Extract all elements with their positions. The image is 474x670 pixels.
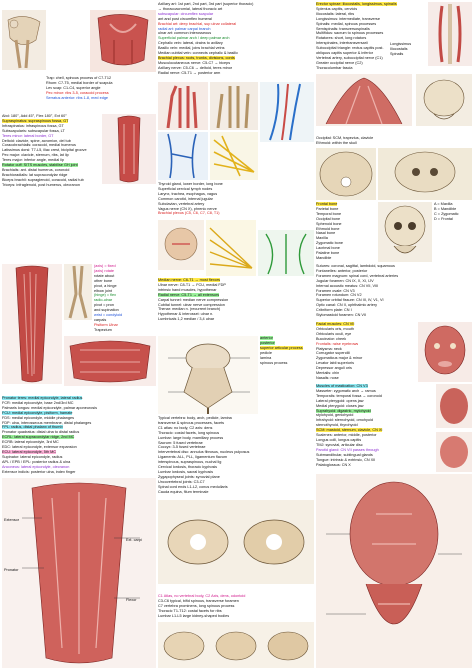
note-line: pivot = pron: [94, 303, 114, 308]
note-line: Nasalis: nose: [316, 375, 339, 380]
note-line: Longissimus: intermediate, transverse: [316, 16, 380, 21]
shoulder-bones-image: [2, 10, 46, 70]
skull-bone: Lacrimal bone: [316, 246, 340, 251]
note-line: Optic canal: CN II, ophthalmic artery: [316, 303, 377, 308]
note-line: Longus colli, longus capitis: [316, 437, 362, 442]
note-line: Hypothenar & interossei: ulnar n.: [158, 312, 214, 317]
note-line: Thyroid gland, lower border, long bone: [158, 182, 223, 186]
note-line: Median cubital vein: connects cephalic & basilic: [158, 51, 238, 56]
note-line: Pronator quadratus: distal ulna to distal radius: [2, 430, 80, 435]
back-label: Spinalis: [390, 51, 404, 56]
note-line: TMJ: synovial, articular disc: [316, 442, 363, 447]
spine-label: superior articular process: [260, 345, 303, 350]
spine-label: posterior: [260, 340, 275, 345]
note-line: Sacrum: 5 fused vertebrae: [158, 440, 203, 445]
skull-bone: Temporal bone: [316, 211, 342, 216]
note-line: Rhom: C7-T5, medial border of scapula: [46, 80, 113, 85]
note-line: Iliocostalis: lateral, ribs: [316, 11, 355, 16]
section-a-lines: [316, 2, 426, 72]
elbow-joint-image: [64, 264, 92, 320]
spine-label: anterior: [260, 336, 273, 340]
arm-label: Extensor: [4, 518, 19, 522]
note-line: Brachioradialis: lat supracondylar ridge: [2, 172, 68, 177]
note-line: radial art: palmar carpal branch: [158, 26, 211, 31]
spine-label: pedicle: [260, 350, 273, 355]
note-line: Levator labii superioris: [316, 361, 354, 366]
face-muscles-image: [418, 322, 472, 382]
note-line: rotate about: [94, 273, 115, 278]
note-line: Orbicularis oculi, eye: [316, 331, 352, 336]
note-line: ECU: lateral epicondyle, 5th MC: [2, 449, 57, 454]
skull-bone: Occipital bone: [316, 216, 341, 221]
skull-image-2: [378, 148, 472, 200]
note-line: Zygapophyseal joints: synovial plane: [158, 474, 220, 479]
note-line: Superior orbital fissure: CN III, IV, V1, VI: [316, 298, 384, 303]
note-line: Coccyx: 3-5 fused vertebrae: [158, 445, 206, 450]
note-line: Serratus anterior: ribs 1-8, med edge: [46, 95, 109, 100]
note-line: Corrugator supercilii: [316, 351, 350, 356]
note-line: Supinator: lateral epicondyle, radius: [2, 454, 63, 459]
note-line: FCR: medial epicondyle, base 2nd/3rd MC: [2, 400, 74, 405]
vertebra-column-image: [158, 500, 314, 584]
skull-image-3: [378, 202, 432, 262]
note-line: Rotatores: short, long rotators: [316, 36, 367, 41]
note-line: Latissimus dorsi: T7-L5, iliac crest, bicipital groove: [2, 148, 87, 153]
note-line: Thoracic T1-T12: costal facets for ribs: [158, 608, 222, 613]
note-line: Lateral pterygoid: opens jaw: [316, 398, 364, 403]
note-line: Suprahyoid: digastric, mylohyoid: [316, 408, 371, 413]
spine-label: spinous process: [260, 360, 288, 365]
note-line: stylohyoid, geniohyoid: [316, 413, 354, 418]
skull-bone: Ethmoid bone: [316, 226, 340, 231]
arm-label: Flexor: [126, 598, 137, 602]
skull-base-image: [316, 148, 376, 200]
skull-bone: Frontal bone: [316, 202, 338, 206]
note-line: Basilic vein: medial, joins brachial veins: [158, 46, 225, 51]
note-line: ECRL: lateral supracondylar ridge, 2nd MC: [2, 435, 75, 440]
note-line: wrist = condyloid: [94, 313, 123, 318]
skull-image-1: [416, 74, 472, 126]
note-line: Cribriform plate: CN I: [316, 308, 352, 313]
note-line: Pronator teres: medial epicondyle, lateral radius: [2, 396, 83, 400]
section-b-lines: [2, 114, 102, 264]
arm-veins-image: [158, 132, 208, 180]
section-f-lines: [316, 384, 434, 472]
note-line: Lumbar: large body, mamillary process: [158, 435, 224, 440]
note-line: Ligaments: ALL, PLL, ligamentum flavum: [158, 455, 228, 460]
note-line: Internal acoustic meatus: CN VII, VIII: [316, 283, 379, 288]
note-line: transverse & spinous processes, facets: [158, 420, 225, 425]
note-line: Supraspinatus: supraspinous fossa, GT: [2, 118, 69, 123]
arm-muscles-image: [102, 114, 156, 184]
note-line: FDP: ulna, interosseous membrane, distal phalanges: [2, 420, 92, 425]
hand-vessels-image-2: [210, 82, 258, 130]
note-line: Fontanelles: anterior, posterior: [316, 268, 368, 273]
section-a-lines: [158, 2, 314, 80]
note-line: Superficial cervical lymph nodes: [158, 186, 213, 191]
note-line: obliquus capitis superior & inferior: [316, 51, 373, 56]
section-c-lines: [316, 202, 376, 262]
note-line: Medial pterygoid: closes jaw: [316, 403, 364, 408]
note-line: Erector spinae: iliocostalis, longissimus, spinalis: [316, 2, 397, 6]
note-line: Zygomaticus major & minor: [316, 356, 363, 361]
skull-bone: Maxilla: [316, 236, 328, 241]
section-a-lines: [46, 76, 156, 104]
note-line: (axis) = fixed: [94, 264, 116, 268]
skull-bone: Nasal bone: [316, 231, 336, 236]
note-line: Triceps: infraglenoid, post humerus, olecranon: [2, 182, 80, 187]
neck-muscles-image: [316, 74, 412, 126]
section-e-lines: [316, 322, 416, 382]
face-image-2: [436, 384, 472, 428]
section-b-lines: [316, 136, 472, 146]
note-line: Frontalis: raise eyebrows: [316, 341, 359, 346]
note-line: elbow joint: [94, 288, 112, 293]
skull-bone: Sphenoid bone: [316, 221, 342, 226]
forearm-muscles-image: [2, 264, 62, 384]
note-line: Pisiform Ulnar: [94, 322, 118, 327]
note-line: Lumbar lordosis, sacral kyphosis: [158, 469, 214, 474]
note-line: Platysma: neck: [316, 346, 342, 351]
note-line: Masseter: zygomatic arch → ramus: [316, 388, 376, 393]
skull-bone: Mandible: [316, 255, 332, 260]
nerve-map-image: [258, 230, 314, 276]
arm-label: Ext. carpi: [126, 538, 142, 542]
note-line: Common carotid, internal jugular: [158, 196, 213, 201]
note-line: Parotid gland: CN VII passes through: [316, 447, 379, 452]
note-line: Thoracic: costal facets, long spinous: [158, 430, 220, 435]
note-line: Foramen magnum: spinal cord, vertebral arteries: [316, 273, 399, 278]
note-line: Superficial palmar arch / deep palmar arch: [158, 36, 230, 41]
note-line: Suboccipital triangle: rectus capitis post.: [316, 46, 384, 51]
note-line: → thoracoacromial, lateral thoracic art: [158, 6, 223, 11]
face-image-3: [436, 432, 472, 472]
spine-labels: [260, 336, 314, 372]
skull-bone: Palatine bone: [316, 251, 340, 256]
skull-label: D = Frontal: [434, 216, 453, 221]
note-line: Brachialis: ant. distal humerus, coronoid: [2, 167, 70, 172]
note-line: C1 atlas: no body, C2 axis: dens: [158, 425, 213, 430]
note-line: Anconeus: lateral epicondyle, olecranon: [2, 464, 70, 469]
back-label: Iliocostalis: [390, 46, 408, 51]
note-line: Thenar: median n. (recurrent branch): [158, 307, 221, 312]
note-line: (axis) rotate: [94, 268, 115, 273]
note-line: Trap: chell, spinous process of C7-T12: [46, 76, 112, 80]
note-line: Ethmoid: within the skull: [316, 140, 357, 145]
note-line: Median nerve: C6-T1 → most flexors: [158, 278, 221, 282]
arm-label: Pronator: [4, 568, 19, 572]
note-line: pivot, a hinge: [94, 283, 117, 288]
note-line: SCM: mastoid, sternum, clavicle, CN XI: [316, 428, 383, 433]
note-line: ulnar art: common interosseous: [158, 31, 212, 36]
skull-label: A = Maxilla: [434, 202, 453, 206]
section-d-lines: [316, 264, 472, 320]
section-e-lines: [158, 594, 314, 620]
note-line: Buccinator: cheek: [316, 336, 347, 341]
spine-label: lamina: [260, 355, 272, 360]
note-line: C7 vertebra prominens, long spinous process: [158, 603, 235, 608]
note-line: EDC: lateral epicondyle, extensor expansion: [2, 445, 77, 450]
note-line: Typical vertebra: body, arch, pedicle, lamina: [158, 416, 232, 420]
note-line: Orbicularis oris, mouth: [316, 326, 354, 331]
note-line: Deltoid: clavicle, spine, acromion, del tub: [2, 138, 71, 143]
note-line: Uncovertebral joints: C3-C7: [158, 479, 205, 484]
note-line: Palatoglossus: CN X: [316, 462, 351, 467]
note-line: Subclavian, vertebral artery: [158, 201, 205, 206]
note-line: carpals: [94, 317, 107, 322]
note-line: FCU: medial epicondyle, pisiform, hamate: [2, 410, 73, 415]
note-line: Axillary nerve: C5-C6 → deltoid, teres minor: [158, 65, 233, 70]
note-line: Splenius capitis, cervicis: [316, 6, 358, 11]
note-line: Carpal tunnel: median nerve compression: [158, 297, 229, 302]
note-line: FDS: medial epicondyle, middle phalanges: [2, 415, 74, 420]
note-line: Facial muscles: CN VII: [316, 322, 355, 326]
vertebrae-row-image: [158, 622, 314, 668]
note-line: ECRB: lateral epicondyle, 3rd MC: [2, 440, 59, 445]
shoulder-muscles-image: [90, 10, 156, 72]
neck-vessels-image: [260, 82, 314, 142]
forearm-flexors-image: [64, 336, 156, 386]
note-line: Cephalic vein: lateral, drains to axillary: [158, 41, 223, 46]
note-line: and supination: [94, 308, 119, 313]
week-1-header: [2, 2, 156, 10]
section-c-lines: [94, 264, 156, 336]
note-line: Abd: 180°, Add 45°, Flex 180°, Ext 60°: [2, 114, 67, 118]
note-line: Lev scap: C1-C4, superior angle: [46, 85, 101, 90]
note-line: Radial nerve: C5-T1 → posterior arm: [158, 70, 221, 75]
column-3: [316, 2, 472, 668]
note-line: sternothyroid, thyrohyoid: [316, 423, 358, 428]
note-line: Lumbricals 1,2 median / 3,4 ulnar: [158, 317, 215, 322]
back-label: Longissimus: [390, 42, 412, 46]
note-line: other bone: [94, 278, 113, 283]
skull-label: C = Zygomatic: [434, 211, 459, 216]
note-line: Radial nerve: C5-T1 → all extensors: [158, 292, 220, 297]
note-line: interspinous, supraspinous, nuchal lig: [158, 460, 222, 465]
note-line: Larynx, trachea, esophagus, vagus: [158, 191, 218, 196]
note-line: Trapezium: [94, 327, 112, 332]
note-line: ant and post circumflex humeral: [158, 16, 212, 21]
note-line: Greater occipital nerve (C2): [316, 60, 363, 65]
note-line: Intervertebral disc: annulus fibrosus, nucleus pulposus: [158, 450, 250, 455]
note-line: Occipital: SCM, trapezius, clavicle: [316, 136, 374, 140]
note-line: Vertebral artery, suboccipital nerve (C1): [316, 55, 383, 60]
note-line: Cervical lordosis, thoracic kyphosis: [158, 465, 218, 470]
neck-structures-image: [158, 220, 204, 270]
note-line: FPL: radius, distal phalanx of thumb: [2, 425, 63, 430]
note-line: Pec minor: ribs 3-5, coracoid process: [46, 90, 109, 95]
note-line: Axillary art: 1st part, 2nd part, 3rd part (superior thoracic): [158, 2, 254, 6]
note-line: Muscles of mastication: CN V3: [316, 384, 368, 388]
note-line: Teres minor: lateral border, GT: [2, 133, 54, 138]
note-line: Mentalis: chin: [316, 371, 340, 376]
back-labels: [390, 42, 426, 60]
note-line: Jugular foramen: CN IX, X, XI, IJV: [316, 278, 374, 283]
note-line: Foramen ovale: CN V3: [316, 288, 355, 293]
note-line: Sutures: coronal, sagittal, lambdoid, squamous: [316, 264, 395, 268]
note-line: Extensor indicis: posterior ulna, index finger: [2, 469, 76, 474]
hand-vessels-image-1: [158, 82, 208, 130]
note-line: subscapular: circumflex scapular: [158, 11, 214, 16]
note-line: Musculocutaneous nerve: C5-C7 → biceps: [158, 60, 231, 65]
column-1: [2, 2, 156, 668]
note-line: Pec major: clavicle, sternum, ribs, lat lip: [2, 153, 69, 158]
note-line: Cubital tunnel: ulnar nerve compression: [158, 302, 225, 307]
note-line: Stylomastoid foramen: CN VII: [316, 313, 367, 318]
note-line: Biceps brachii: supraglenoid, coracoid, radial tub: [2, 177, 84, 182]
skull-bone: Zygomatic bone: [316, 241, 344, 246]
note-line: Submandibular, sublingual glands: [316, 452, 373, 457]
back-muscles-image: [428, 2, 472, 66]
plexus-image: [210, 132, 258, 180]
skull-label: B = Mandible: [434, 206, 457, 211]
note-line: Thoracolumbar fascia: [316, 65, 353, 70]
note-line: Semispinalis: transversospinalis: [316, 26, 370, 31]
note-line: Temporalis: temporal fossa → coronoid: [316, 393, 382, 398]
note-line: Cauda equina, filum terminale: [158, 489, 209, 494]
note-line: Brachial plexus (C5, C6, C7, C8, T1): [158, 211, 220, 216]
column-2: [158, 2, 314, 668]
note-line: intrinsic hand muscles, hypothenar: [158, 287, 217, 292]
note-line: Foramen rotundum: CN V2: [316, 293, 362, 298]
head-neck-diagram-image: [316, 474, 472, 668]
vertebra-diagram-image: [158, 336, 258, 414]
note-line: Rotator cuff: SITS muscles, stabilise GH joint: [2, 163, 78, 168]
note-line: Palmaris longus: medial epicondyle, palmar aponeurosis: [2, 405, 97, 410]
note-line: Brachial art: deep brachial, sup ulnar collateral: [158, 21, 237, 26]
note-line: Coracobrachialis: coracoid, medial humerus: [2, 143, 76, 148]
note-line: (hinge) = flex: [94, 293, 117, 298]
note-line: Scalenes: anterior, middle, posterior: [316, 433, 377, 438]
note-line: Infraspinatus: infraspinous fossa, GT: [2, 123, 64, 128]
note-line: Vagus nerve (CN X), phrenic nerve: [158, 206, 217, 211]
note-line: C3-C6 typical, bifid spinous, transverse foramen: [158, 598, 239, 603]
note-line: Spinal cord ends L1-L2, conus medullaris: [158, 484, 228, 489]
note-line: Teres major: inferior angle, medial lip: [2, 158, 65, 163]
note-line: Ulnar nerve: C8-T1 → FCU, medial FDP: [158, 282, 226, 287]
note-line: Lumbar L1-L5 large kidney-shaped bodies: [158, 613, 230, 618]
note-line: Multifidus: sacrum to spinous processes: [316, 31, 384, 36]
note-line: Spinalis: medial, spinous processes: [316, 21, 377, 26]
note-line: Brachial plexus: roots, trunks, divisions, cords: [158, 55, 235, 60]
note-line: Infrahyoid: sternohyoid, omohyoid: [316, 418, 373, 423]
note-line: Depressor anguli oris: [316, 366, 352, 371]
skull-labels: [434, 202, 472, 224]
section-b-lines: [158, 182, 314, 218]
note-line: APL / EPB / EPL: posterior radius & ulna: [2, 459, 71, 464]
note-line: Subscapularis: subscapular fossa, LT: [2, 128, 65, 133]
skull-bone: Parietal bone: [316, 206, 339, 211]
note-line: Tongue: intrinsic & extrinsic, CN XII: [316, 457, 376, 462]
section-d-lines: [158, 416, 314, 498]
note-line: radio-ulnar: [94, 298, 113, 303]
section-c-lines: [158, 278, 314, 324]
note-line: C1 Atlas, no vertebral body, C2 Axis, dens, odontoid: [158, 594, 246, 598]
note-line: Interspinales, intertransversarii: [316, 41, 368, 46]
brachial-plexus-image: [206, 220, 256, 276]
section-d-lines: [2, 396, 156, 476]
